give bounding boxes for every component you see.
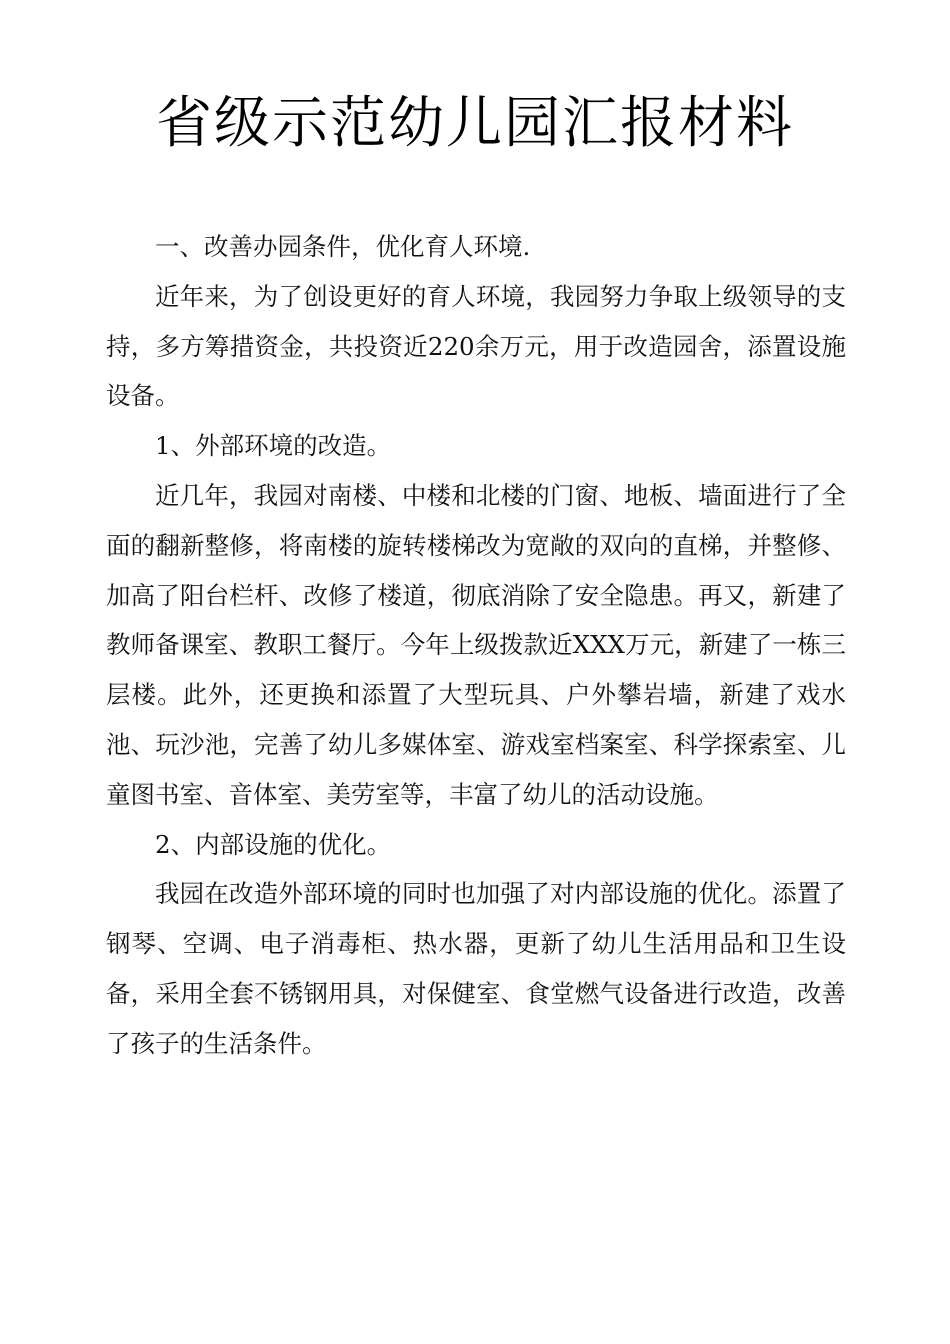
section-heading-1: 一、改善办园条件，优化育人环境.	[155, 232, 531, 261]
subsection-heading-interior: 2、内部设施的优化。	[155, 829, 392, 859]
paragraph-intro: 近年来，为了创设更好的育人环境，我园努力争取上级领导的支持，多方筹措资金，共投资近220余万元，用于改造园舍，添置设施设备。	[106, 281, 846, 411]
document-body	[106, 222, 846, 1069]
document-title: 省级示范幼儿园汇报材料	[156, 91, 794, 156]
subsection-heading-exterior: 1、外部环境的改造。	[155, 431, 392, 461]
paragraph-interior: 我园在改造外部环境的同时也加强了对内部设施的优化。添置了钢琴、空调、电子消毒柜、热水器，更新了幼儿生活用品和卫生设备，采用全套不锈钢用具，对保健室、食堂燃气设备进行改造，改善了孩子的生活条件。	[106, 879, 846, 1058]
paragraph-exterior: 近几年，我园对南楼、中楼和北楼的门窗、地板、墙面进行了全面的翻新整修，将南楼的旋转楼梯改为宽敞的双向的直梯，并整修、加高了阳台栏杆、改修了楼道，彻底消除了安全隐患。再又，新建了教师备课室、教职工餐厅。今年上级拨款近XXX万元，新建了一栋三层楼。此外，还更换和添置了大型玩具、户外攀岩墙，新建了戏水池、玩沙池，完善了幼儿多媒体室、游戏室档案室、科学探索室、儿童图书室、音体室、美劳室等，丰富了幼儿的活动设施。	[106, 480, 846, 809]
